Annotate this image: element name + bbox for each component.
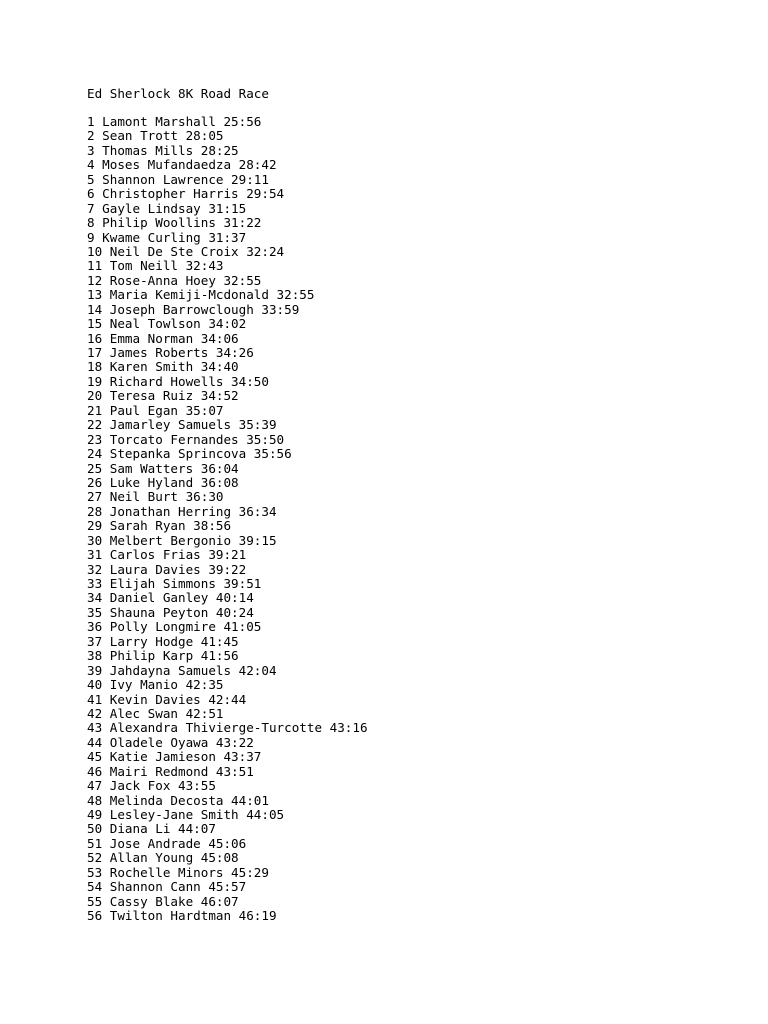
result-row: 30 Melbert Bergonio 39:15: [87, 532, 277, 548]
result-row: 43 Alexandra Thivierge-Turcotte 43:16: [87, 720, 368, 736]
result-row: 22 Jamarley Samuels 35:39: [87, 417, 277, 433]
result-row: 54 Shannon Cann 45:57: [87, 879, 247, 895]
result-row: 51 Jose Andrade 45:06: [87, 835, 247, 851]
result-row: 23 Torcato Fernandes 35:50: [87, 431, 285, 447]
results-list: [87, 115, 368, 924]
result-row: 31 Carlos Frias 39:21: [87, 547, 247, 563]
result-row: 1 Lamont Marshall 25:56: [87, 114, 262, 129]
result-row: 35 Shauna Peyton 40:24: [87, 604, 254, 620]
result-row: 20 Teresa Ruiz 34:52: [87, 388, 239, 404]
result-row: 56 Twilton Hardtman 46:19: [87, 908, 277, 924]
result-row: 15 Neal Towlson 34:02: [87, 316, 247, 332]
result-row: 36 Polly Longmire 41:05: [87, 619, 262, 635]
result-row: 52 Allan Young 45:08: [87, 850, 239, 866]
result-row: 8 Philip Woollins 31:22: [87, 215, 262, 231]
result-row: 18 Karen Smith 34:40: [87, 359, 239, 375]
result-row: 50 Diana Li 44:07: [87, 821, 216, 837]
result-row: 7 Gayle Lindsay 31:15: [87, 200, 247, 216]
result-row: 53 Rochelle Minors 45:29: [87, 864, 269, 880]
result-row: 9 Kwame Curling 31:37: [87, 229, 247, 245]
result-row: 38 Philip Karp 41:56: [87, 648, 239, 664]
result-row: 49 Lesley-Jane Smith 44:05: [87, 807, 285, 822]
result-row: 6 Christopher Harris 29:54: [87, 186, 285, 202]
result-row: 45 Katie Jamieson 43:37: [87, 749, 262, 765]
result-row: 40 Ivy Manio 42:35: [87, 677, 224, 693]
result-row: 17 James Roberts 34:26: [87, 345, 254, 360]
result-row: 13 Maria Kemiji-Mcdonald 32:55: [87, 287, 315, 303]
result-row: 42 Alec Swan 42:51: [87, 705, 224, 721]
result-row: 27 Neil Burt 36:30: [87, 489, 224, 505]
result-row: 39 Jahdayna Samuels 42:04: [87, 662, 277, 678]
result-row: 44 Oladele Oyawa 43:22: [87, 734, 254, 750]
result-row: 32 Laura Davies 39:22: [87, 561, 247, 577]
result-row: 48 Melinda Decosta 44:01: [87, 792, 269, 808]
result-row: 14 Joseph Barrowclough 33:59: [87, 301, 300, 317]
result-row: 34 Daniel Ganley 40:14: [87, 590, 254, 606]
result-row: 25 Sam Watters 36:04: [87, 460, 239, 476]
result-row: 2 Sean Trott 28:05: [87, 128, 224, 144]
result-row: 55 Cassy Blake 46:07: [87, 893, 239, 909]
result-row: 37 Larry Hodge 41:45: [87, 633, 239, 649]
result-row: 26 Luke Hyland 36:08: [87, 474, 239, 490]
result-row: 11 Tom Neill 32:43: [87, 258, 224, 274]
result-row: 10 Neil De Ste Croix 32:24: [87, 243, 285, 259]
result-row: 5 Shannon Lawrence 29:11: [87, 171, 269, 187]
result-row: 46 Mairi Redmond 43:51: [87, 763, 254, 779]
result-row: 29 Sarah Ryan 38:56: [87, 518, 232, 534]
result-row: 33 Elijah Simmons 39:51: [87, 576, 262, 591]
result-row: 12 Rose-Anna Hoey 32:55: [87, 272, 262, 288]
race-title: Ed Sherlock 8K Road Race: [87, 86, 269, 101]
result-row: 16 Emma Norman 34:06: [87, 330, 239, 346]
result-row: 41 Kevin Davies 42:44: [87, 691, 247, 707]
result-row: 19 Richard Howells 34:50: [87, 373, 269, 389]
result-row: 28 Jonathan Herring 36:34: [87, 503, 277, 519]
result-row: 3 Thomas Mills 28:25: [87, 142, 239, 158]
result-row: 21 Paul Egan 35:07: [87, 402, 224, 418]
result-row: 24 Stepanka Sprincova 35:56: [87, 446, 292, 462]
result-row: 47 Jack Fox 43:55: [87, 778, 216, 794]
result-row: 4 Moses Mufandaedza 28:42: [87, 157, 277, 173]
